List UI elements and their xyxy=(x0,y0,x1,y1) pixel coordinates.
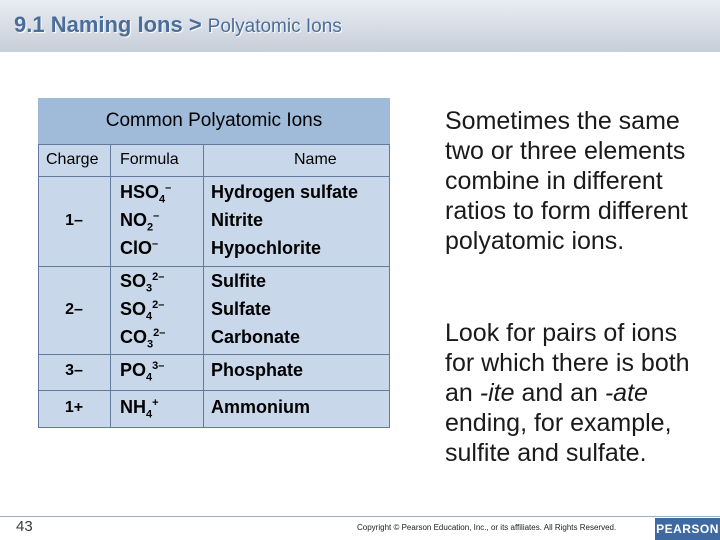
column-header-formula: Formula xyxy=(120,151,179,168)
formula-cell: $PO_4^{3-}$ xyxy=(120,360,165,384)
name-cell: Sulfate xyxy=(211,299,272,319)
name-cell: Phosphate xyxy=(211,360,304,380)
formula-cell: $CO_3^{2-}$ xyxy=(120,327,166,351)
charge-cell: 1+ xyxy=(64,399,84,416)
formula-cell: ClO– xyxy=(120,238,159,258)
name-cell: Ammonium xyxy=(211,397,310,417)
name-cell: Carbonate xyxy=(211,327,301,347)
topic-title: Polyatomic Ions xyxy=(207,16,342,37)
ate-suffix: -ate xyxy=(604,379,648,407)
row-divider xyxy=(38,427,390,428)
copyright-notice: Copyright © Pearson Education, Inc., or its affiliates. All Rights Reserved. xyxy=(357,523,617,532)
formula-cell: $SO_4^{2-}$ xyxy=(120,299,165,323)
explanation-paragraph-2: Look for pairs of ions for which there is both an -ite and an -ate ending, for example, sulfite and sulfate. xyxy=(445,319,690,467)
column-divider xyxy=(38,144,39,428)
row-divider xyxy=(38,176,390,177)
section-title: 9.1 Naming Ions > xyxy=(14,12,202,37)
slide-title xyxy=(14,12,342,38)
column-header-name: Name xyxy=(294,151,337,168)
formula-cell: $HSO_4^-$ xyxy=(120,182,172,206)
column-header-charge: Charge xyxy=(46,151,99,168)
name-cell: Sulfite xyxy=(211,271,267,291)
row-divider xyxy=(38,390,390,391)
pearson-logo: PEARSON xyxy=(655,518,720,540)
page-number: 43 xyxy=(16,518,33,535)
name-cell: Hypochlorite xyxy=(211,238,322,258)
explanation-paragraph-1: Sometimes the same two or three elements combine in different ratios to form different polyatomic ions. xyxy=(445,107,688,255)
column-divider xyxy=(110,144,111,428)
polyatomic-ions-table xyxy=(38,98,390,428)
ite-suffix: -ite xyxy=(479,379,515,407)
row-divider xyxy=(38,266,390,267)
charge-cell: 2– xyxy=(65,301,83,318)
column-divider xyxy=(203,144,204,428)
row-divider xyxy=(38,354,390,355)
row-divider xyxy=(38,144,390,145)
charge-cell: 1– xyxy=(65,212,83,229)
formula-cell: $NH_4^+$ xyxy=(120,397,159,421)
formula-cell: $SO_3^{2-}$ xyxy=(120,271,165,295)
slide-header xyxy=(0,0,720,52)
table-title: Common Polyatomic Ions xyxy=(38,98,390,144)
name-cell: Hydrogen sulfate xyxy=(211,182,359,202)
formula-cell: $NO_2^-$ xyxy=(120,210,160,234)
name-cell: Nitrite xyxy=(211,210,264,230)
footer-divider xyxy=(0,516,720,517)
column-divider xyxy=(389,144,390,428)
charge-cell: 3– xyxy=(65,362,83,379)
